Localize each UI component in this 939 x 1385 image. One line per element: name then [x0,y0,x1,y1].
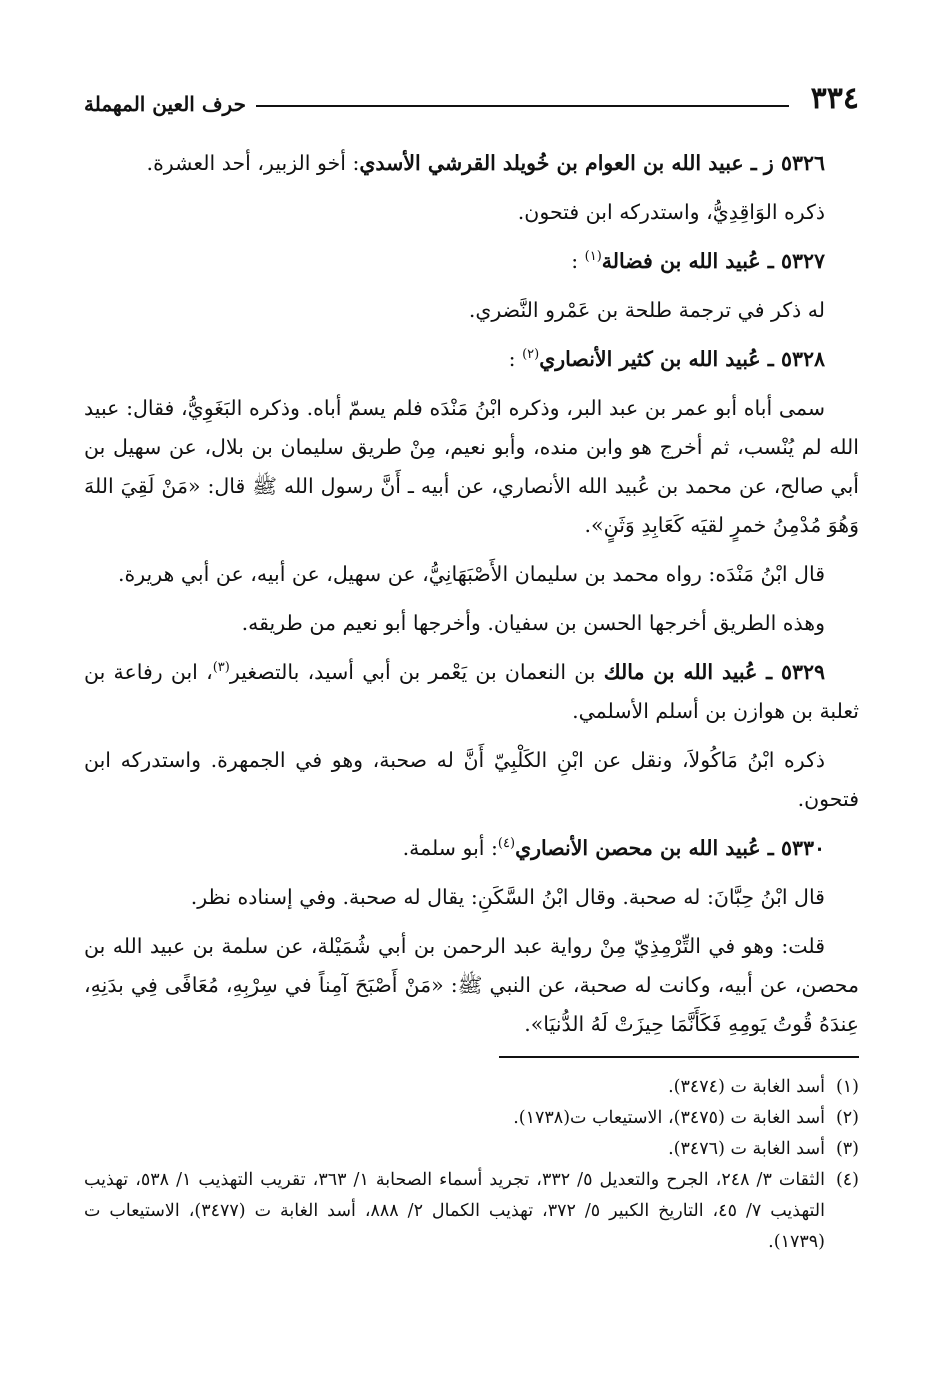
body-text [84,144,859,1044]
entry-number: ٥٣٢٧ [780,249,825,273]
footnote-separator [499,1056,859,1058]
entry-5328-paragraph-2: قال ابْنُ مَنْدَه: رواه محمد بن سليمان الأَصْبَهَانِيُّ، عن سهيل، عن أبيه، عن أبي هريرة. [117,562,825,586]
entry-number: ٥٣٣٠ [780,836,825,860]
footnote-ref: (٤) [497,836,516,852]
entry-number: ٥٣٢٦ [780,151,825,175]
footnote-text: أسد الغابة ت (٣٤٧٦). [668,1139,825,1159]
entry-prefix: ـ [760,249,781,273]
entry-5329-paragraph: ذكره ابْنُ مَاكُولاَ، ونقل عن ابْنِ الكَلْبِيّ أَنَّ له صحبة، وهو في الجمهرة. واستدركه ابن فتحون. [84,748,859,811]
running-title: حرف العين المهملة [84,92,246,116]
entry-5328-title [84,340,859,379]
footnote-ref: (٣) [212,660,230,676]
footnote-text: أسد الغابة ت (٣٤٧٤). [668,1077,825,1097]
entry-5329-title [84,653,859,731]
paragraph-text: قلت: وهو في التِّرْمِذِيّ مِنْ رواية عبد الرحمن بن أبي شُمَيْلة، عن سلمة بن عبيد الله بن محصن، عن أبيه، وكانت له صحبة، عن النبي ﷺ: [84,934,859,997]
entry-rest: : أخو الزبير، أحد العشرة. [146,151,360,175]
footnote-mark: (٣) [835,1139,859,1159]
entry-prefix: ـ [760,347,781,371]
footnote-mark: (٤) [835,1170,859,1190]
paragraph-text: سمى أباه أبو عمر بن عبد البر، وذكره ابْنُ مَنْدَه فلم يسمّ أباه. وذكره البَغَوِيُّ، فقال: عبيد الله لم يُنْسب، ثم أخرج هو وابن منده، وأبو نعيم، مِنْ طريق سليمان بن بلال، عن سهيل بن أبي صالح، عن محمد بن عُبيد الله الأنصاري، عن أبيه ـ أَنَّ رسول الله ﷺ قال: [84,396,859,498]
footnotes [84,1072,859,1258]
entry-name: عُبيد الله بن مالك [603,660,758,684]
footnote-ref: (٢) [522,347,540,363]
entry-5330-paragraph-1: قال ابْنُ حِبَّانَ: له صحبة. وقال ابْنُ السَّكَنِ: يقال له صحبة. وفي إسناده نظر. [190,885,825,909]
entry-5330-paragraph-2 [84,927,859,1044]
entry-5328-paragraph-1 [84,389,859,545]
entry-name: عُبيد الله بن كثير الأنصاري [539,347,761,371]
entry-name: عُبيد الله بن فضالة [601,249,761,273]
entry-prefix: ز ـ [743,151,781,175]
entry-number: ٥٣٢٨ [780,347,825,371]
entry-name: عبيد الله بن العوام بن خُويلد القرشي الأسدي [359,151,744,175]
entry-rest: : [571,249,585,273]
entry-prefix: ـ [757,660,781,684]
entry-number: ٥٣٢٩ [780,660,825,684]
page-number: ٣٣٤ [810,81,859,116]
entry-5326-paragraph: ذكره الوَاقِدِيُّ، واستدركه ابن فتحون. [517,200,825,224]
footnote-mark: (١) [835,1077,859,1097]
entry-name: عُبيد الله بن محصن الأنصاري [515,836,761,860]
footnote-mark: (٢) [835,1108,859,1128]
footnote-ref: (١) [584,249,602,265]
footnote [84,1134,859,1165]
entry-rest: : أبو سلمة. [402,836,498,860]
entry-5330-title [84,829,859,868]
footnote [84,1072,859,1103]
entry-5328-paragraph-3: وهذه الطريق أخرجها الحسن بن سفيان. وأخرجها أبو نعيم من طريقه. [241,611,825,635]
entry-rest: : [508,347,523,371]
footnote [84,1103,859,1134]
hadith-quote: «مَنْ أَصْبَحَ آمِناً في سِرْبِهِ، مُعَافًى فِي بدَنِهِ، عِندَهُ قُوتُ يَومِهِ فَكَأَنَّمَا حِيزَتْ لَهُ الدُّنيَا». [84,973,859,1036]
entry-5326-title [84,144,859,183]
page-header [84,78,859,114]
entry-rest: ، ابن رفاعة بن ثعلبة بن هوازن بن أسلم الأسلمي. [84,660,859,723]
header-rule [256,105,789,107]
entry-5327-title [84,242,859,281]
entry-5327-paragraph: له ذكر في ترجمة طلحة بن عَمْرو النَّضري. [468,298,825,322]
entry-prefix: ـ [760,836,781,860]
footnote [84,1165,859,1258]
footnote-text: أسد الغابة ت (٣٤٧٥)، الاستيعاب ت(١٧٣٨). [513,1108,825,1128]
entry-rest: بن النعمان بن يَعْمر بن أبي أسيد، بالتصغير [229,660,604,684]
hadith-quote: «مَنْ لَقِيَ اللهَ وَهُوَ مُدْمِنُ خمرٍ لقيَه كَعَابِدِ وَثَنٍ». [84,474,859,537]
footnote-text: الثقات ٣/ ٢٤٨، الجرح والتعديل ٥/ ٣٣٢، تجريد أسماء الصحابة ١/ ٣٦٣، تقريب التهذيب ١/ ٥٣٨، تهذيب التهذيب ٧/ ٤٥، التاريخ الكبير ٥/ ٣٧٢، تهذيب الكمال ٢/ ٨٨٨، أسد الغابة ت (٣٤٧٧)، الاستيعاب ت (١٧٣٩). [84,1170,825,1252]
